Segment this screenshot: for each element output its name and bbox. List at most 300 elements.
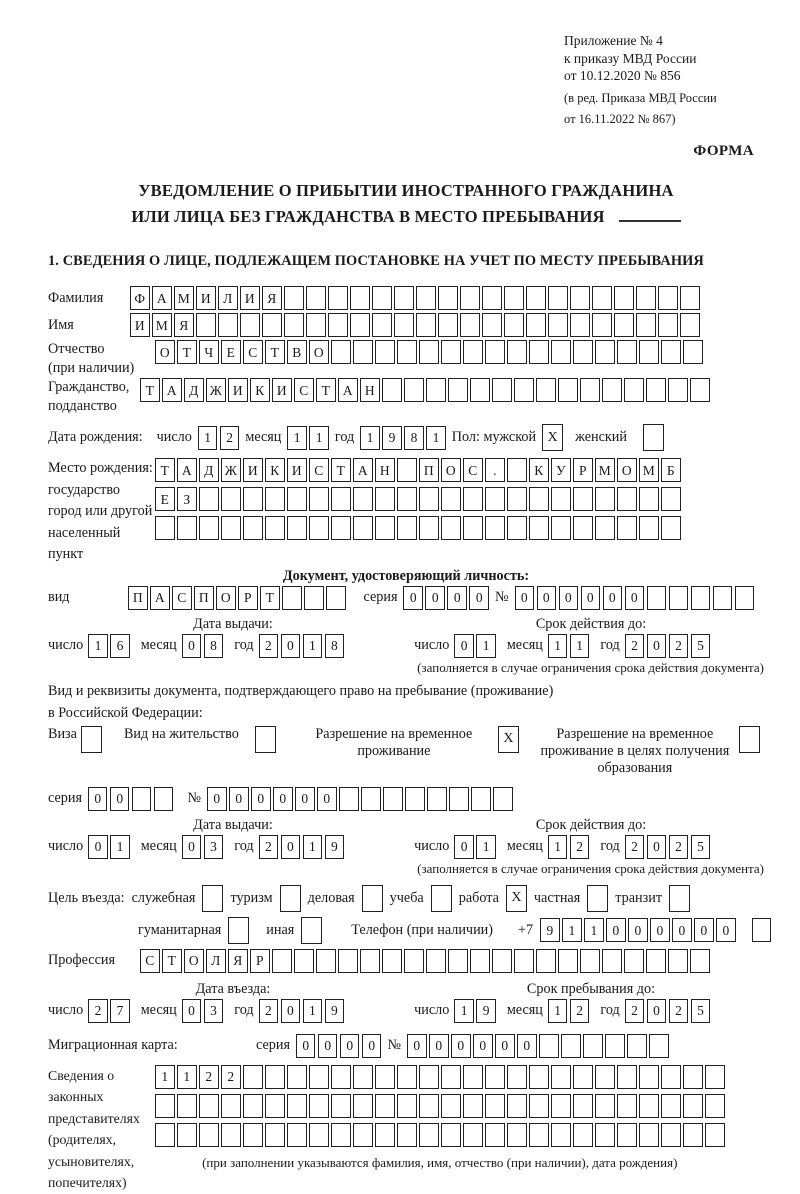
char-cell[interactable]: 5 — [691, 999, 711, 1023]
char-cell[interactable]: 0 — [647, 999, 667, 1023]
char-cell[interactable] — [243, 487, 263, 511]
char-cell[interactable]: 1 — [110, 835, 130, 859]
char-cell[interactable]: 0 — [296, 1034, 316, 1058]
char-cell[interactable]: Т — [155, 458, 175, 482]
char-cell[interactable] — [471, 787, 491, 811]
char-cell[interactable] — [309, 516, 329, 540]
char-cell[interactable] — [649, 1034, 669, 1058]
char-cell[interactable] — [514, 378, 534, 402]
char-cell[interactable]: Д — [199, 458, 219, 482]
char-cell[interactable]: 0 — [317, 787, 337, 811]
char-cell[interactable]: 0 — [606, 918, 626, 942]
char-cell[interactable]: Я — [228, 949, 248, 973]
char-cell[interactable]: 1 — [562, 918, 582, 942]
char-cell[interactable] — [551, 1065, 571, 1089]
char-cell[interactable] — [265, 487, 285, 511]
char-cell[interactable] — [669, 586, 689, 610]
char-cell[interactable] — [331, 1123, 351, 1147]
char-cell[interactable] — [617, 1094, 637, 1118]
char-cell[interactable] — [397, 458, 417, 482]
char-cell[interactable] — [690, 949, 710, 973]
char-cell[interactable]: И — [272, 378, 292, 402]
char-cell[interactable]: С — [309, 458, 329, 482]
char-cell[interactable] — [558, 949, 578, 973]
char-cell[interactable] — [419, 1123, 439, 1147]
char-cell[interactable] — [361, 787, 381, 811]
char-cell[interactable] — [504, 286, 524, 310]
char-cell[interactable] — [438, 286, 458, 310]
char-cell[interactable] — [639, 1123, 659, 1147]
char-cell[interactable] — [493, 787, 513, 811]
char-cell[interactable]: 0 — [318, 1034, 338, 1058]
char-cell[interactable] — [287, 1094, 307, 1118]
char-cell[interactable] — [294, 949, 314, 973]
char-cell[interactable]: 2 — [88, 999, 108, 1023]
char-cell[interactable]: 0 — [694, 918, 714, 942]
char-cell[interactable]: 1 — [177, 1065, 197, 1089]
char-cell[interactable] — [646, 378, 666, 402]
char-cell[interactable]: 2 — [220, 426, 240, 450]
char-cell[interactable] — [326, 586, 346, 610]
char-cell[interactable] — [397, 1065, 417, 1089]
char-cell[interactable] — [570, 313, 590, 337]
char-cell[interactable]: О — [309, 340, 329, 364]
char-cell[interactable] — [221, 516, 241, 540]
char-cell[interactable] — [177, 516, 197, 540]
char-cell[interactable] — [485, 1094, 505, 1118]
char-cell[interactable] — [177, 1123, 197, 1147]
char-cell[interactable] — [199, 487, 219, 511]
char-cell[interactable] — [309, 1123, 329, 1147]
char-cell[interactable] — [658, 313, 678, 337]
char-cell[interactable] — [536, 378, 556, 402]
char-cell[interactable] — [196, 313, 216, 337]
char-cell[interactable] — [419, 1065, 439, 1089]
char-cell[interactable] — [680, 286, 700, 310]
char-cell[interactable] — [441, 1065, 461, 1089]
char-cell[interactable]: 0 — [281, 999, 301, 1023]
char-cell[interactable]: Я — [174, 313, 194, 337]
char-cell[interactable] — [353, 1065, 373, 1089]
char-cell[interactable] — [419, 487, 439, 511]
char-cell[interactable] — [243, 1094, 263, 1118]
char-cell[interactable]: 0 — [625, 586, 645, 610]
char-cell[interactable] — [551, 340, 571, 364]
char-cell[interactable] — [661, 1094, 681, 1118]
char-cell[interactable] — [243, 1123, 263, 1147]
char-cell[interactable] — [573, 340, 593, 364]
char-cell[interactable] — [265, 1094, 285, 1118]
char-cell[interactable] — [627, 1034, 647, 1058]
char-cell[interactable] — [602, 949, 622, 973]
char-cell[interactable] — [463, 1094, 483, 1118]
char-cell[interactable] — [132, 787, 152, 811]
char-cell[interactable] — [419, 1094, 439, 1118]
purpose-study-checkbox[interactable] — [431, 885, 452, 912]
char-cell[interactable] — [416, 286, 436, 310]
char-cell[interactable]: 9 — [325, 999, 345, 1023]
char-cell[interactable] — [265, 516, 285, 540]
char-cell[interactable] — [372, 313, 392, 337]
char-cell[interactable] — [680, 313, 700, 337]
char-cell[interactable] — [438, 313, 458, 337]
char-cell[interactable] — [397, 340, 417, 364]
char-cell[interactable] — [661, 487, 681, 511]
char-cell[interactable] — [375, 340, 395, 364]
char-cell[interactable] — [595, 1123, 615, 1147]
char-cell[interactable] — [284, 286, 304, 310]
char-cell[interactable]: 1 — [303, 999, 323, 1023]
char-cell[interactable]: 0 — [454, 634, 474, 658]
char-cell[interactable] — [529, 516, 549, 540]
char-cell[interactable] — [529, 1065, 549, 1089]
char-cell[interactable] — [492, 949, 512, 973]
char-cell[interactable]: 6 — [110, 634, 130, 658]
char-cell[interactable]: 1 — [476, 835, 496, 859]
char-cell[interactable] — [683, 1065, 703, 1089]
char-cell[interactable]: 0 — [281, 634, 301, 658]
char-cell[interactable] — [353, 1094, 373, 1118]
char-cell[interactable]: Л — [218, 286, 238, 310]
char-cell[interactable] — [427, 787, 447, 811]
char-cell[interactable]: И — [243, 458, 263, 482]
char-cell[interactable]: 0 — [88, 835, 108, 859]
char-cell[interactable] — [595, 516, 615, 540]
char-cell[interactable]: 5 — [691, 634, 711, 658]
char-cell[interactable] — [282, 586, 302, 610]
char-cell[interactable]: П — [194, 586, 214, 610]
char-cell[interactable] — [592, 313, 612, 337]
char-cell[interactable]: М — [595, 458, 615, 482]
char-cell[interactable] — [639, 1094, 659, 1118]
char-cell[interactable] — [514, 949, 534, 973]
char-cell[interactable] — [404, 949, 424, 973]
char-cell[interactable] — [309, 1094, 329, 1118]
char-cell[interactable]: С — [463, 458, 483, 482]
char-cell[interactable]: Т — [177, 340, 197, 364]
char-cell[interactable]: 8 — [204, 634, 224, 658]
char-cell[interactable]: У — [551, 458, 571, 482]
char-cell[interactable] — [463, 1123, 483, 1147]
char-cell[interactable] — [331, 340, 351, 364]
char-cell[interactable]: 0 — [403, 586, 423, 610]
char-cell[interactable]: 0 — [559, 586, 579, 610]
char-cell[interactable]: 2 — [570, 835, 590, 859]
char-cell[interactable]: 0 — [647, 835, 667, 859]
char-cell[interactable]: 1 — [360, 426, 380, 450]
char-cell[interactable] — [551, 1094, 571, 1118]
char-cell[interactable]: 5 — [691, 835, 711, 859]
char-cell[interactable] — [221, 1094, 241, 1118]
char-cell[interactable]: С — [294, 378, 314, 402]
char-cell[interactable]: Е — [155, 487, 175, 511]
char-cell[interactable] — [243, 1065, 263, 1089]
char-cell[interactable] — [504, 313, 524, 337]
char-cell[interactable] — [536, 949, 556, 973]
char-cell[interactable]: 9 — [476, 999, 496, 1023]
char-cell[interactable] — [580, 378, 600, 402]
purpose-humanitarian-checkbox[interactable] — [228, 917, 249, 944]
char-cell[interactable]: С — [172, 586, 192, 610]
char-cell[interactable]: 0 — [207, 787, 227, 811]
char-cell[interactable] — [752, 918, 772, 942]
char-cell[interactable]: 1 — [570, 634, 590, 658]
char-cell[interactable] — [595, 1065, 615, 1089]
char-cell[interactable] — [551, 487, 571, 511]
char-cell[interactable]: Е — [221, 340, 241, 364]
char-cell[interactable] — [661, 1123, 681, 1147]
char-cell[interactable] — [331, 1065, 351, 1089]
char-cell[interactable] — [372, 286, 392, 310]
char-cell[interactable]: 2 — [625, 835, 645, 859]
char-cell[interactable] — [580, 949, 600, 973]
char-cell[interactable]: 0 — [517, 1034, 537, 1058]
char-cell[interactable]: 2 — [221, 1065, 241, 1089]
char-cell[interactable] — [419, 340, 439, 364]
char-cell[interactable] — [636, 286, 656, 310]
char-cell[interactable] — [485, 516, 505, 540]
char-cell[interactable] — [309, 1065, 329, 1089]
char-cell[interactable] — [614, 286, 634, 310]
char-cell[interactable] — [595, 487, 615, 511]
char-cell[interactable]: 1 — [454, 999, 474, 1023]
char-cell[interactable]: А — [150, 586, 170, 610]
char-cell[interactable] — [463, 340, 483, 364]
char-cell[interactable] — [397, 1094, 417, 1118]
char-cell[interactable] — [309, 487, 329, 511]
purpose-other-checkbox[interactable] — [301, 917, 322, 944]
char-cell[interactable]: И — [240, 286, 260, 310]
char-cell[interactable]: 0 — [447, 586, 467, 610]
char-cell[interactable] — [218, 313, 238, 337]
char-cell[interactable] — [617, 487, 637, 511]
char-cell[interactable]: Б — [661, 458, 681, 482]
char-cell[interactable] — [658, 286, 678, 310]
char-cell[interactable] — [551, 1123, 571, 1147]
char-cell[interactable]: Т — [331, 458, 351, 482]
char-cell[interactable]: 2 — [625, 634, 645, 658]
char-cell[interactable]: 0 — [182, 835, 202, 859]
char-cell[interactable]: Т — [316, 378, 336, 402]
char-cell[interactable] — [155, 516, 175, 540]
char-cell[interactable]: 0 — [515, 586, 535, 610]
char-cell[interactable]: 2 — [259, 999, 279, 1023]
char-cell[interactable] — [316, 949, 336, 973]
char-cell[interactable] — [573, 1065, 593, 1089]
char-cell[interactable] — [529, 340, 549, 364]
char-cell[interactable]: . — [485, 458, 505, 482]
char-cell[interactable] — [460, 286, 480, 310]
char-cell[interactable]: 1 — [426, 426, 446, 450]
char-cell[interactable]: 9 — [325, 835, 345, 859]
char-cell[interactable] — [383, 787, 403, 811]
char-cell[interactable]: А — [338, 378, 358, 402]
char-cell[interactable]: 8 — [404, 426, 424, 450]
char-cell[interactable]: 0 — [473, 1034, 493, 1058]
char-cell[interactable]: П — [419, 458, 439, 482]
char-cell[interactable] — [573, 487, 593, 511]
char-cell[interactable] — [331, 1094, 351, 1118]
temp-residence-edu-checkbox[interactable] — [739, 726, 760, 753]
char-cell[interactable]: 0 — [407, 1034, 427, 1058]
char-cell[interactable] — [507, 340, 527, 364]
char-cell[interactable] — [691, 586, 711, 610]
char-cell[interactable] — [639, 487, 659, 511]
char-cell[interactable] — [284, 313, 304, 337]
char-cell[interactable]: А — [162, 378, 182, 402]
char-cell[interactable]: 1 — [303, 634, 323, 658]
char-cell[interactable] — [265, 1065, 285, 1089]
char-cell[interactable]: 0 — [340, 1034, 360, 1058]
char-cell[interactable]: М — [639, 458, 659, 482]
char-cell[interactable]: О — [184, 949, 204, 973]
char-cell[interactable] — [397, 487, 417, 511]
char-cell[interactable]: Я — [262, 286, 282, 310]
char-cell[interactable] — [353, 516, 373, 540]
char-cell[interactable] — [375, 1065, 395, 1089]
char-cell[interactable]: О — [617, 458, 637, 482]
char-cell[interactable] — [426, 378, 446, 402]
char-cell[interactable] — [617, 516, 637, 540]
char-cell[interactable]: 1 — [476, 634, 496, 658]
char-cell[interactable] — [155, 1094, 175, 1118]
char-cell[interactable]: Т — [162, 949, 182, 973]
char-cell[interactable] — [416, 313, 436, 337]
char-cell[interactable]: Н — [375, 458, 395, 482]
char-cell[interactable] — [561, 1034, 581, 1058]
char-cell[interactable] — [463, 1065, 483, 1089]
char-cell[interactable] — [639, 1065, 659, 1089]
char-cell[interactable]: П — [128, 586, 148, 610]
purpose-private-checkbox[interactable] — [587, 885, 608, 912]
char-cell[interactable]: 3 — [204, 835, 224, 859]
purpose-transit-checkbox[interactable] — [669, 885, 690, 912]
char-cell[interactable]: 0 — [628, 918, 648, 942]
char-cell[interactable] — [397, 1123, 417, 1147]
char-cell[interactable] — [668, 949, 688, 973]
char-cell[interactable]: Ф — [130, 286, 150, 310]
char-cell[interactable]: И — [228, 378, 248, 402]
char-cell[interactable]: 9 — [540, 918, 560, 942]
char-cell[interactable]: 0 — [672, 918, 692, 942]
char-cell[interactable] — [624, 378, 644, 402]
char-cell[interactable]: 0 — [716, 918, 736, 942]
residence-permit-checkbox[interactable] — [255, 726, 276, 753]
char-cell[interactable] — [240, 313, 260, 337]
char-cell[interactable] — [221, 1123, 241, 1147]
char-cell[interactable]: 0 — [295, 787, 315, 811]
char-cell[interactable] — [573, 516, 593, 540]
char-cell[interactable] — [602, 378, 622, 402]
char-cell[interactable]: 0 — [251, 787, 271, 811]
char-cell[interactable] — [470, 378, 490, 402]
char-cell[interactable]: 2 — [669, 835, 689, 859]
char-cell[interactable] — [485, 487, 505, 511]
char-cell[interactable] — [507, 1123, 527, 1147]
char-cell[interactable] — [353, 487, 373, 511]
char-cell[interactable] — [463, 516, 483, 540]
char-cell[interactable] — [573, 1094, 593, 1118]
purpose-business-checkbox[interactable] — [362, 885, 383, 912]
char-cell[interactable] — [199, 516, 219, 540]
char-cell[interactable] — [353, 340, 373, 364]
char-cell[interactable] — [470, 949, 490, 973]
purpose-work-checkbox[interactable]: X — [506, 885, 527, 912]
char-cell[interactable] — [683, 1123, 703, 1147]
char-cell[interactable] — [394, 286, 414, 310]
char-cell[interactable] — [419, 516, 439, 540]
char-cell[interactable] — [539, 1034, 559, 1058]
char-cell[interactable] — [507, 516, 527, 540]
char-cell[interactable] — [617, 1065, 637, 1089]
char-cell[interactable] — [448, 378, 468, 402]
char-cell[interactable] — [605, 1034, 625, 1058]
char-cell[interactable] — [177, 1094, 197, 1118]
char-cell[interactable]: 2 — [625, 999, 645, 1023]
char-cell[interactable] — [287, 487, 307, 511]
char-cell[interactable]: 0 — [182, 634, 202, 658]
char-cell[interactable] — [595, 1094, 615, 1118]
char-cell[interactable] — [306, 313, 326, 337]
char-cell[interactable] — [449, 787, 469, 811]
char-cell[interactable]: 0 — [281, 835, 301, 859]
char-cell[interactable] — [735, 586, 755, 610]
char-cell[interactable] — [353, 1123, 373, 1147]
char-cell[interactable]: А — [353, 458, 373, 482]
char-cell[interactable] — [328, 286, 348, 310]
char-cell[interactable]: Т — [260, 586, 280, 610]
char-cell[interactable]: М — [174, 286, 194, 310]
char-cell[interactable] — [492, 378, 512, 402]
char-cell[interactable]: О — [155, 340, 175, 364]
char-cell[interactable]: Л — [206, 949, 226, 973]
char-cell[interactable]: Ж — [221, 458, 241, 482]
char-cell[interactable]: 2 — [199, 1065, 219, 1089]
char-cell[interactable]: 0 — [429, 1034, 449, 1058]
char-cell[interactable]: А — [152, 286, 172, 310]
char-cell[interactable]: 1 — [584, 918, 604, 942]
char-cell[interactable]: Р — [250, 949, 270, 973]
char-cell[interactable] — [397, 516, 417, 540]
char-cell[interactable] — [287, 1065, 307, 1089]
char-cell[interactable] — [639, 516, 659, 540]
char-cell[interactable]: 0 — [647, 634, 667, 658]
char-cell[interactable] — [448, 949, 468, 973]
char-cell[interactable] — [441, 487, 461, 511]
char-cell[interactable]: И — [130, 313, 150, 337]
char-cell[interactable] — [617, 340, 637, 364]
char-cell[interactable] — [548, 286, 568, 310]
char-cell[interactable] — [705, 1123, 725, 1147]
char-cell[interactable]: А — [177, 458, 197, 482]
char-cell[interactable] — [705, 1094, 725, 1118]
char-cell[interactable]: 0 — [229, 787, 249, 811]
char-cell[interactable]: 1 — [303, 835, 323, 859]
char-cell[interactable]: Т — [140, 378, 160, 402]
purpose-tourism-checkbox[interactable] — [280, 885, 301, 912]
char-cell[interactable] — [328, 313, 348, 337]
char-cell[interactable] — [705, 1065, 725, 1089]
char-cell[interactable] — [441, 340, 461, 364]
char-cell[interactable]: Н — [360, 378, 380, 402]
sex-male-checkbox[interactable]: X — [542, 424, 563, 451]
char-cell[interactable] — [548, 313, 568, 337]
char-cell[interactable] — [339, 787, 359, 811]
char-cell[interactable] — [647, 586, 667, 610]
char-cell[interactable] — [617, 1123, 637, 1147]
char-cell[interactable] — [507, 458, 527, 482]
char-cell[interactable] — [636, 313, 656, 337]
